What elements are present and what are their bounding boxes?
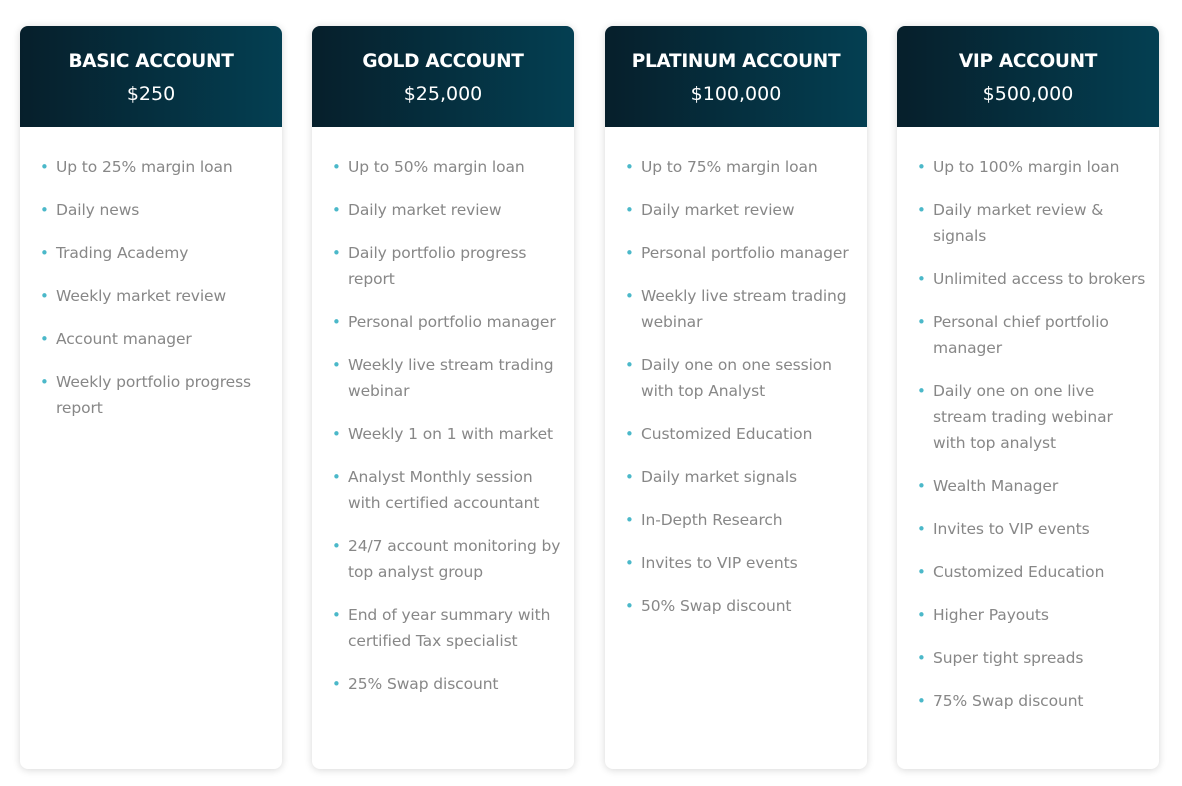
feature-item bbox=[625, 352, 857, 404]
feature-item bbox=[917, 309, 1149, 361]
bullet-icon: • bbox=[40, 373, 49, 391]
feature-item bbox=[625, 240, 857, 266]
feature-text: Invites to VIP events bbox=[641, 554, 798, 572]
feature-text: Invites to VIP events bbox=[933, 520, 1090, 538]
plan-price: $500,000 bbox=[982, 83, 1074, 105]
feature-item bbox=[332, 464, 564, 516]
feature-text: End of year summary with certified Tax specialist bbox=[348, 606, 551, 650]
feature-text: Daily market review & signals bbox=[933, 201, 1104, 245]
feature-list bbox=[312, 127, 574, 697]
feature-item bbox=[40, 369, 272, 421]
bullet-icon: • bbox=[917, 692, 926, 710]
feature-text: Daily one on one live stream trading webinar with top analyst bbox=[933, 382, 1113, 452]
plan-header bbox=[897, 26, 1159, 127]
feature-item bbox=[917, 378, 1149, 456]
feature-list bbox=[897, 127, 1159, 714]
bullet-icon: • bbox=[625, 244, 634, 262]
feature-item bbox=[40, 154, 272, 180]
feature-text: Daily one on one session with top Analyst bbox=[641, 356, 832, 400]
feature-item bbox=[625, 550, 857, 576]
bullet-icon: • bbox=[625, 468, 634, 486]
feature-item bbox=[625, 593, 857, 619]
feature-text: In-Depth Research bbox=[641, 511, 783, 529]
plan-card-basic bbox=[20, 26, 282, 769]
feature-text: Super tight spreads bbox=[933, 649, 1084, 667]
feature-item bbox=[625, 197, 857, 223]
feature-text: Customized Education bbox=[933, 563, 1105, 581]
feature-item bbox=[917, 473, 1149, 499]
bullet-icon: • bbox=[917, 520, 926, 538]
plan-card-platinum bbox=[605, 26, 867, 769]
bullet-icon: • bbox=[40, 330, 49, 348]
feature-text: Analyst Monthly session with certified accountant bbox=[348, 468, 540, 512]
bullet-icon: • bbox=[332, 425, 341, 443]
bullet-icon: • bbox=[332, 244, 341, 262]
feature-text: Account manager bbox=[56, 330, 192, 348]
bullet-icon: • bbox=[917, 477, 926, 495]
feature-item bbox=[332, 309, 564, 335]
feature-item bbox=[332, 671, 564, 697]
feature-text: 50% Swap discount bbox=[641, 597, 792, 615]
plan-header bbox=[605, 26, 867, 127]
feature-text: Unlimited access to brokers bbox=[933, 270, 1146, 288]
feature-text: Weekly live stream trading webinar bbox=[641, 287, 847, 331]
bullet-icon: • bbox=[625, 597, 634, 615]
feature-item bbox=[625, 283, 857, 335]
feature-item bbox=[625, 507, 857, 533]
bullet-icon: • bbox=[332, 468, 341, 486]
bullet-icon: • bbox=[625, 425, 634, 443]
feature-text: Customized Education bbox=[641, 425, 813, 443]
plan-price: $25,000 bbox=[403, 83, 483, 105]
feature-text: Daily portfolio progress report bbox=[348, 244, 527, 288]
feature-item bbox=[40, 326, 272, 352]
bullet-icon: • bbox=[625, 158, 634, 176]
feature-text: Daily market review bbox=[348, 201, 502, 219]
feature-text: Trading Academy bbox=[56, 244, 189, 262]
feature-text: Daily news bbox=[56, 201, 140, 219]
bullet-icon: • bbox=[40, 244, 49, 262]
plan-header bbox=[312, 26, 574, 127]
bullet-icon: • bbox=[40, 287, 49, 305]
feature-text: 24/7 account monitoring by top analyst group bbox=[348, 537, 561, 581]
feature-text: Weekly market review bbox=[56, 287, 227, 305]
feature-text: Weekly portfolio progress report bbox=[56, 373, 252, 417]
bullet-icon: • bbox=[332, 313, 341, 331]
feature-list bbox=[20, 127, 282, 421]
feature-item bbox=[40, 283, 272, 309]
bullet-icon: • bbox=[40, 201, 49, 219]
feature-text: Weekly 1 on 1 with market bbox=[348, 425, 554, 443]
bullet-icon: • bbox=[332, 201, 341, 219]
plan-name: GOLD ACCOUNT bbox=[362, 51, 524, 72]
feature-item bbox=[917, 602, 1149, 628]
feature-text: Personal portfolio manager bbox=[348, 313, 556, 331]
bullet-icon: • bbox=[332, 606, 341, 624]
plan-price: $250 bbox=[126, 83, 176, 105]
bullet-icon: • bbox=[332, 675, 341, 693]
feature-item bbox=[332, 197, 564, 223]
feature-text: 75% Swap discount bbox=[933, 692, 1084, 710]
feature-text: Personal chief portfolio manager bbox=[933, 313, 1109, 357]
feature-text: Personal portfolio manager bbox=[641, 244, 849, 262]
feature-item bbox=[917, 559, 1149, 585]
feature-item bbox=[917, 154, 1149, 180]
bullet-icon: • bbox=[917, 158, 926, 176]
bullet-icon: • bbox=[332, 356, 341, 374]
feature-text: Higher Payouts bbox=[933, 606, 1049, 624]
feature-item bbox=[917, 266, 1149, 292]
bullet-icon: • bbox=[40, 158, 49, 176]
bullet-icon: • bbox=[917, 201, 926, 219]
plan-name: PLATINUM ACCOUNT bbox=[631, 51, 841, 72]
bullet-icon: • bbox=[332, 158, 341, 176]
feature-text: Up to 75% margin loan bbox=[641, 158, 818, 176]
plan-name: VIP ACCOUNT bbox=[958, 51, 1098, 72]
feature-item bbox=[332, 154, 564, 180]
feature-item bbox=[332, 421, 564, 447]
feature-item bbox=[40, 197, 272, 223]
feature-item bbox=[917, 645, 1149, 671]
feature-item bbox=[332, 352, 564, 404]
bullet-icon: • bbox=[917, 313, 926, 331]
feature-item bbox=[917, 688, 1149, 714]
bullet-icon: • bbox=[625, 201, 634, 219]
feature-item bbox=[625, 464, 857, 490]
feature-text: Up to 25% margin loan bbox=[56, 158, 233, 176]
bullet-icon: • bbox=[332, 537, 341, 555]
bullet-icon: • bbox=[917, 382, 926, 400]
bullet-icon: • bbox=[625, 356, 634, 374]
feature-item bbox=[917, 197, 1149, 249]
bullet-icon: • bbox=[917, 649, 926, 667]
feature-text: Daily market signals bbox=[641, 468, 798, 486]
feature-item bbox=[625, 154, 857, 180]
feature-text: Weekly live stream trading webinar bbox=[348, 356, 554, 400]
feature-text: Daily market review bbox=[641, 201, 795, 219]
feature-text: Up to 50% margin loan bbox=[348, 158, 525, 176]
bullet-icon: • bbox=[625, 554, 634, 572]
plan-card-gold bbox=[312, 26, 574, 769]
feature-item bbox=[332, 240, 564, 292]
plan-name: BASIC ACCOUNT bbox=[68, 51, 234, 72]
feature-text: Wealth Manager bbox=[933, 477, 1059, 495]
bullet-icon: • bbox=[625, 511, 634, 529]
bullet-icon: • bbox=[625, 287, 634, 305]
feature-text: Up to 100% margin loan bbox=[933, 158, 1120, 176]
feature-item bbox=[332, 602, 564, 654]
feature-list bbox=[605, 127, 867, 619]
plan-card-vip bbox=[897, 26, 1159, 769]
bullet-icon: • bbox=[917, 270, 926, 288]
feature-item bbox=[40, 240, 272, 266]
feature-item bbox=[625, 421, 857, 447]
bullet-icon: • bbox=[917, 606, 926, 624]
feature-item bbox=[332, 533, 564, 585]
feature-item bbox=[917, 516, 1149, 542]
plan-header bbox=[20, 26, 282, 127]
feature-text: 25% Swap discount bbox=[348, 675, 499, 693]
plan-price: $100,000 bbox=[690, 83, 782, 105]
bullet-icon: • bbox=[917, 563, 926, 581]
